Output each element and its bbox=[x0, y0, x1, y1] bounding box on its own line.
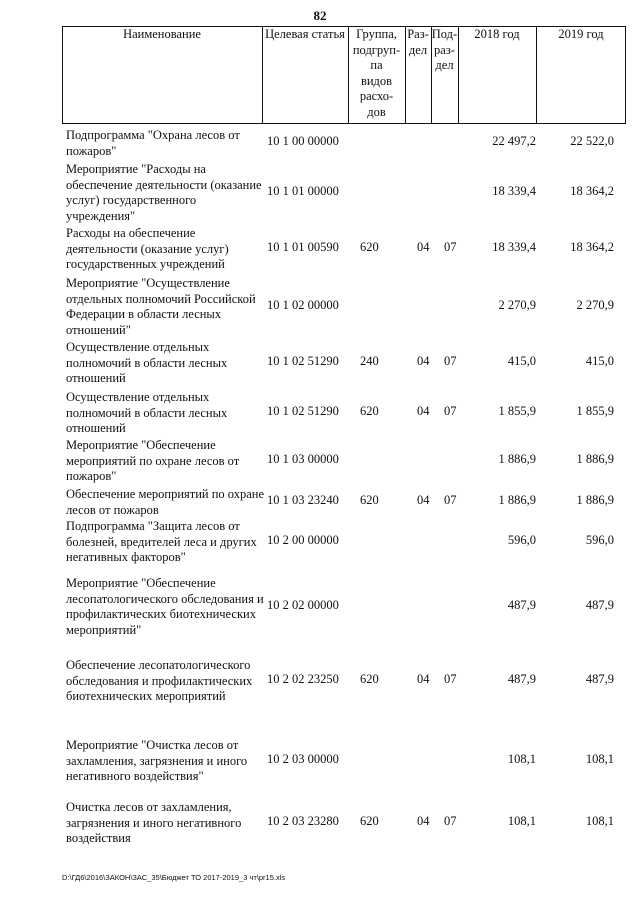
row-name: Мероприятие "Обеспечение мероприятий по охране лесов от пожаров" bbox=[66, 438, 240, 483]
table-row bbox=[66, 128, 616, 158]
row-v2018: 18 339,4 bbox=[492, 240, 536, 254]
row-name: Обеспечение лесопатологического обследования и профилактических биотехнических мероприятий bbox=[66, 658, 253, 703]
header-section: Раз- дел bbox=[407, 27, 429, 57]
row-code: 10 1 01 00000 bbox=[267, 184, 339, 198]
row-v2018: 2 270,9 bbox=[498, 298, 536, 312]
row-section: 04 bbox=[417, 672, 430, 686]
row-code: 10 2 02 00000 bbox=[267, 598, 339, 612]
row-name: Расходы на обеспечение деятельности (оказание услуг) государственных учреждений bbox=[66, 226, 229, 271]
row-subsection: 07 bbox=[444, 404, 457, 418]
row-code: 10 1 00 00000 bbox=[267, 134, 339, 148]
row-name: Осуществление отдельных полномочий в области лесных отношений bbox=[66, 340, 228, 385]
row-v2018: 22 497,2 bbox=[492, 134, 536, 148]
table-row bbox=[66, 576, 616, 638]
row-v2019: 2 270,9 bbox=[576, 298, 614, 312]
row-name: Осуществление отдельных полномочий в области лесных отношений bbox=[66, 390, 228, 435]
table-row bbox=[66, 519, 616, 566]
row-v2019: 487,9 bbox=[585, 672, 614, 686]
row-section: 04 bbox=[417, 354, 430, 368]
file-path-footer: D:\ГД6\2016\ЗАКОН\ЗАС_35\Бюджет ТО 2017-2019_3 чт\pr15.xls bbox=[62, 873, 286, 882]
row-subsection: 07 bbox=[444, 672, 457, 686]
header-target-article: Целевая статья bbox=[265, 27, 345, 41]
row-code: 10 1 02 51290 bbox=[267, 354, 339, 368]
header-group: Группа, подгруп- па видов расхо- дов bbox=[352, 27, 401, 119]
table-row bbox=[66, 340, 616, 387]
row-v2019: 22 522,0 bbox=[570, 134, 614, 148]
table-row bbox=[66, 162, 616, 224]
row-subsection: 07 bbox=[444, 354, 457, 368]
row-v2018: 596,0 bbox=[507, 533, 536, 547]
header-subsection: Под- раз- дел bbox=[431, 27, 458, 72]
row-v2018: 1 886,9 bbox=[498, 493, 536, 507]
header-name: Наименование bbox=[123, 27, 201, 41]
table-row bbox=[66, 658, 616, 705]
row-v2019: 18 364,2 bbox=[570, 240, 614, 254]
table-row bbox=[66, 226, 616, 273]
row-v2018: 415,0 bbox=[507, 354, 536, 368]
row-code: 10 1 03 00000 bbox=[267, 452, 339, 466]
row-subsection: 07 bbox=[444, 493, 457, 507]
row-name: Мероприятие "Очистка лесов от захламления, загрязнения и иного негативного воздействия" bbox=[66, 738, 248, 783]
row-group: 620 bbox=[360, 240, 379, 254]
row-name: Обеспечение мероприятий по охране лесов от пожаров bbox=[66, 487, 265, 517]
row-v2018: 18 339,4 bbox=[492, 184, 536, 198]
row-code: 10 2 03 00000 bbox=[267, 752, 339, 766]
row-name: Очистка лесов от захламления, загрязнения и иного негативного воздействия bbox=[66, 800, 242, 845]
row-code: 10 1 01 00590 bbox=[267, 240, 339, 254]
row-group: 620 bbox=[360, 493, 379, 507]
row-v2018: 108,1 bbox=[507, 752, 536, 766]
table-row bbox=[66, 438, 616, 485]
row-name: Подпрограмма "Охрана лесов от пожаров" bbox=[66, 128, 240, 158]
page-number: 82 bbox=[313, 8, 327, 23]
row-section: 04 bbox=[417, 814, 430, 828]
row-group: 620 bbox=[360, 672, 379, 686]
row-subsection: 07 bbox=[444, 814, 457, 828]
header-year-2019: 2019 год bbox=[558, 27, 604, 41]
row-code: 10 2 02 23250 bbox=[267, 672, 339, 686]
row-v2019: 415,0 bbox=[585, 354, 614, 368]
row-code: 10 2 00 00000 bbox=[267, 533, 339, 547]
table-header bbox=[62, 26, 626, 124]
row-v2018: 108,1 bbox=[507, 814, 536, 828]
row-code: 10 2 03 23280 bbox=[267, 814, 339, 828]
row-v2019: 1 855,9 bbox=[576, 404, 614, 418]
row-subsection: 07 bbox=[444, 240, 457, 254]
row-name: Подпрограмма "Защита лесов от болезней, вредителей леса и других негативных факторов" bbox=[66, 519, 257, 564]
row-v2018: 1 855,9 bbox=[498, 404, 536, 418]
row-v2018: 487,9 bbox=[507, 672, 536, 686]
row-v2019: 18 364,2 bbox=[570, 184, 614, 198]
row-group: 620 bbox=[360, 404, 379, 418]
row-name: Мероприятие "Обеспечение лесопатологического обследования и профилактических биотехнических мероприятий" bbox=[66, 576, 264, 637]
row-v2019: 1 886,9 bbox=[576, 452, 614, 466]
row-v2019: 1 886,9 bbox=[576, 493, 614, 507]
row-code: 10 1 03 23240 bbox=[267, 493, 339, 507]
row-v2019: 108,1 bbox=[585, 752, 614, 766]
row-name: Мероприятие "Осуществление отдельных полномочий Российской Федерации в области лесных отношений" bbox=[66, 276, 256, 337]
table-row bbox=[66, 276, 616, 338]
row-section: 04 bbox=[417, 404, 430, 418]
table-row bbox=[66, 800, 616, 847]
row-group: 240 bbox=[360, 354, 379, 368]
row-group: 620 bbox=[360, 814, 379, 828]
table-row bbox=[66, 738, 616, 785]
row-v2019: 596,0 bbox=[585, 533, 614, 547]
row-section: 04 bbox=[417, 240, 430, 254]
table-row bbox=[66, 390, 616, 437]
table-row bbox=[66, 487, 616, 517]
row-v2019: 487,9 bbox=[585, 598, 614, 612]
row-v2019: 108,1 bbox=[585, 814, 614, 828]
row-code: 10 1 02 00000 bbox=[267, 298, 339, 312]
row-name: Мероприятие "Расходы на обеспечение деятельности (оказание услуг) государственного учреждения" bbox=[66, 162, 262, 223]
row-section: 04 bbox=[417, 493, 430, 507]
header-year-2018: 2018 год bbox=[474, 27, 520, 41]
row-v2018: 487,9 bbox=[507, 598, 536, 612]
row-code: 10 1 02 51290 bbox=[267, 404, 339, 418]
row-v2018: 1 886,9 bbox=[498, 452, 536, 466]
